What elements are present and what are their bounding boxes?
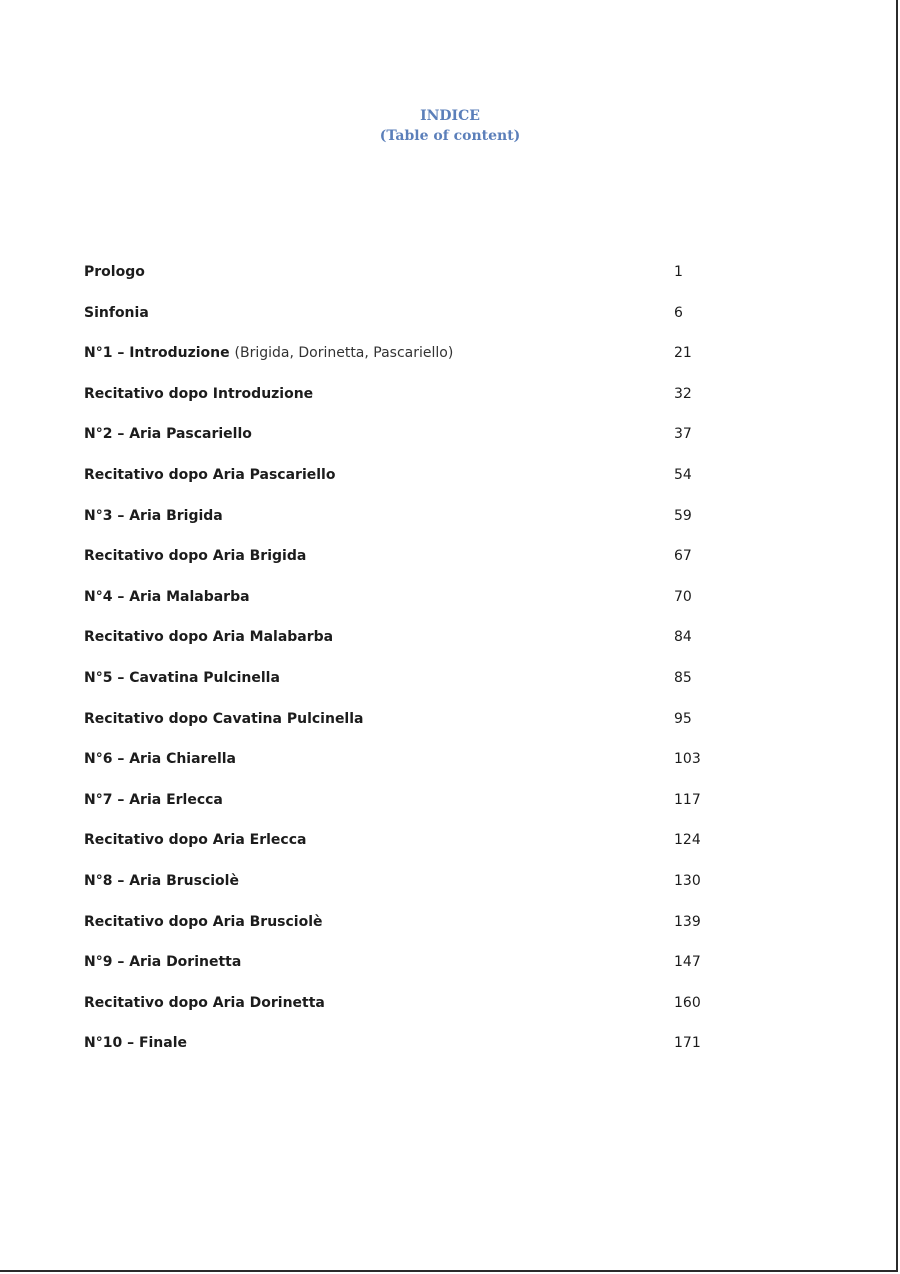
toc-entry-title <box>84 258 145 286</box>
toc-entry <box>84 705 724 746</box>
toc-entry-title <box>84 623 333 651</box>
toc-entry-page-number: 147 <box>674 954 701 971</box>
toc-entry-page-number: 84 <box>674 629 692 646</box>
toc-entry-title <box>84 420 252 448</box>
toc-entry-title-text: Recitativo dopo Aria Dorinetta <box>84 994 325 1011</box>
toc-entry-page-number: 160 <box>674 994 701 1011</box>
toc-entry-title-text: Recitativo dopo Cavatina Pulcinella <box>84 710 364 727</box>
toc-entry-page-number: 6 <box>674 304 683 321</box>
toc-entry-page-number: 85 <box>674 669 692 686</box>
toc-entry-page-number: 59 <box>674 507 692 524</box>
toc-entry-title <box>84 786 223 814</box>
toc-entry-title <box>84 583 250 611</box>
toc-entry-page-number: 124 <box>674 832 701 849</box>
toc-entry-title-text: Recitativo dopo Aria Erlecca <box>84 832 307 849</box>
toc-entry-page-number: 67 <box>674 548 692 565</box>
index-subtitle: (Table of content) <box>379 128 521 144</box>
toc-entry <box>84 461 724 502</box>
toc-entry-title <box>84 664 280 692</box>
toc-entry <box>84 502 724 543</box>
toc-entry-page-number: 70 <box>674 588 692 605</box>
toc-entry-page-number: 103 <box>674 751 701 768</box>
toc-entry-title-text: N°7 – Aria Erlecca <box>84 791 223 808</box>
toc-entry-page-number: 139 <box>674 913 701 930</box>
toc-entry <box>84 380 724 421</box>
toc-entry <box>84 623 724 664</box>
toc-entry-title-text: N°2 – Aria Pascariello <box>84 426 252 443</box>
toc-entry-title-text: Recitativo dopo Introduzione <box>84 385 314 402</box>
toc-entry <box>84 867 724 908</box>
toc-entry-title <box>84 867 239 895</box>
toc-entry-title <box>84 461 335 489</box>
toc-entry-title-text: Prologo <box>84 264 145 280</box>
toc-entry <box>84 786 724 827</box>
toc-entry-title-text: N°5 – Cavatina Pulcinella <box>84 669 280 686</box>
toc-entry-page-number: 32 <box>674 385 692 402</box>
toc-entry <box>84 948 724 989</box>
toc-entry-title <box>84 502 223 530</box>
toc-entry-page-number: 21 <box>674 345 692 362</box>
toc-entry-title <box>84 989 325 1017</box>
toc-entry-title-text: N°10 – Finale <box>84 1035 188 1052</box>
toc-entry <box>84 745 724 786</box>
toc-entry <box>84 908 724 949</box>
toc-entry <box>84 542 724 583</box>
toc-entry-title-text: Recitativo dopo Aria Brusciolè <box>84 913 323 930</box>
toc-entry-page-number: 130 <box>674 872 701 889</box>
toc-entry-title <box>84 745 236 773</box>
toc-entry <box>84 339 724 380</box>
toc-entry <box>84 1029 724 1070</box>
toc-entry-page-number: 1 <box>674 264 683 280</box>
toc-entry-title-text: N°8 – Aria Brusciolè <box>84 872 239 889</box>
toc-entry-title-text: Recitativo dopo Aria Pascariello <box>84 466 336 483</box>
toc-entry-title <box>84 299 149 327</box>
toc-entry-title <box>84 380 313 408</box>
toc-entry-page-number: 54 <box>674 466 692 483</box>
toc-entry-title-text: N°9 – Aria Dorinetta <box>84 954 242 971</box>
toc-entry <box>84 664 724 705</box>
index-title: INDICE <box>420 108 480 124</box>
toc-entry-title <box>84 705 363 733</box>
toc-entry-page-number: 95 <box>674 710 692 727</box>
toc-entry-note: (Brigida, Dorinetta, Pascariello) <box>234 345 454 362</box>
toc-entry-title <box>84 948 241 976</box>
toc-entry-title <box>84 339 453 367</box>
toc-entry <box>84 258 724 299</box>
toc-entry <box>84 583 724 624</box>
toc-entry-title <box>84 908 323 936</box>
toc-entry <box>84 989 724 1030</box>
toc-entry-page-number: 171 <box>674 1035 701 1052</box>
table-of-contents <box>84 258 724 1070</box>
toc-entry-title-text: N°1 – Introduzione <box>84 345 230 362</box>
toc-entry-title-text: Sinfonia <box>84 304 149 321</box>
toc-entry-title <box>84 542 306 570</box>
toc-entry-page-number: 117 <box>674 791 701 808</box>
toc-entry-title-text: Recitativo dopo Aria Brigida <box>84 548 307 565</box>
index-heading <box>0 106 900 146</box>
toc-entry-title <box>84 826 306 854</box>
toc-entry-title <box>84 1029 187 1057</box>
toc-entry <box>84 826 724 867</box>
toc-entry <box>84 420 724 461</box>
toc-entry-page-number: 37 <box>674 426 692 443</box>
toc-entry-title-text: N°6 – Aria Chiarella <box>84 751 236 768</box>
toc-entry-title-text: Recitativo dopo Aria Malabarba <box>84 629 334 646</box>
toc-entry-title-text: N°3 – Aria Brigida <box>84 507 223 524</box>
toc-entry-title-text: N°4 – Aria Malabarba <box>84 588 250 605</box>
toc-entry <box>84 299 724 340</box>
